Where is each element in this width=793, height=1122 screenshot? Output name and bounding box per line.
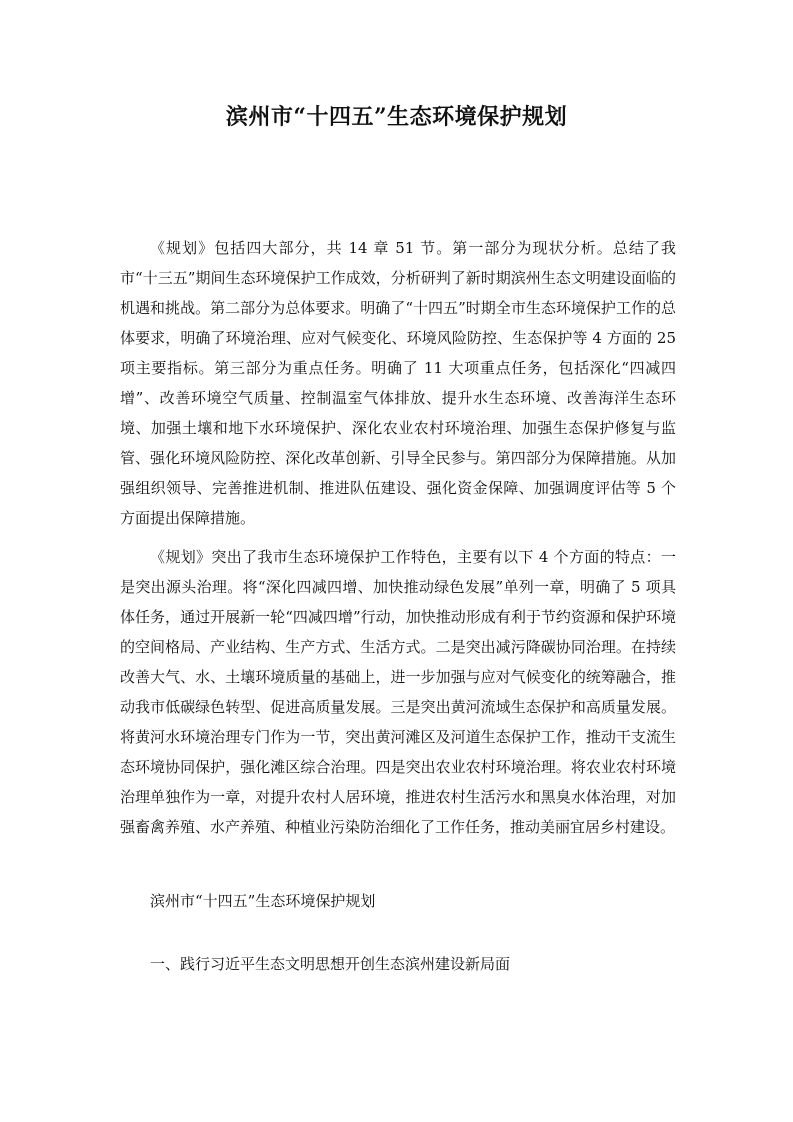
section-heading: 一、践行习近平生态文明思想开创生态滨州建设新局面 xyxy=(150,955,511,973)
document-title: 滨州市“十四五”生态环境保护规划 xyxy=(225,104,568,130)
paragraph-features: 《规划》突出了我市生态环境保护工作特色，主要有以下 4 个方面的特点：一是突出源头治理。将“深化四减四增、加快推动绿色发展”单列一章，明确了 5 项具体任务，通过开展新一轮“四减四增”行动，加快推动形成有利于节约资源和保护环境的空间格局、产业结构、生产方式、生活方式。二是突出减污降碳协同治理。在持续改善大气、水、土壤环境质量的基础上，进一步加强与应对气候变化的统筹融合，推动我市低碳绿色转型、促进高质量发展。三是突出黄河流域生态保护和高质量发展。将黄河水环境治理专门作为一节，突出黄河滩区及河道生态保护工作，推动干支流生态环境协同保护，强化滩区综合治理。四是突出农业农村环境治理。将农业农村环境治理单独作为一章，对提升农村人居环境，推进农村生活污水和黑臭水体治理，对加强畜禽养殖、水产养殖、种植业污染防治细化了工作任务，推动美丽宜居乡村建设。 xyxy=(120,548,676,836)
document-subtitle: 滨州市“十四五”生态环境保护规划 xyxy=(150,892,376,910)
paragraph-overview: 《规划》包括四大部分，共 14 章 51 节。第一部分为现状分析。总结了我市“十三五”期间生态环境保护工作成效，分析研判了新时期滨州生态文明建设面临的机遇和挑战。第二部分为总体要求。明确了“十四五”时期全市生态环境保护工作的总体要求，明确了环境治理、应对气候变化、环境风险防控、生态保护等 4 方面的 25 项主要指标。第三部分为重点任务。明确了 11 大项重点任务，包括深化“四减四增”、改善环境空气质量、控制温室气体排放、提升水生态环境、改善海洋生态环境、加强土壤和地下水环境保护、深化农业农村环境治理、加强生态保护修复与监管、强化环境风险防控、深化改革创新、引导全民参与。第四部分为保障措施。从加强组织领导、完善推进机制、推进队伍建设、强化资金保障、加强调度评估等 5 个方面提出保障措施。 xyxy=(120,239,676,527)
